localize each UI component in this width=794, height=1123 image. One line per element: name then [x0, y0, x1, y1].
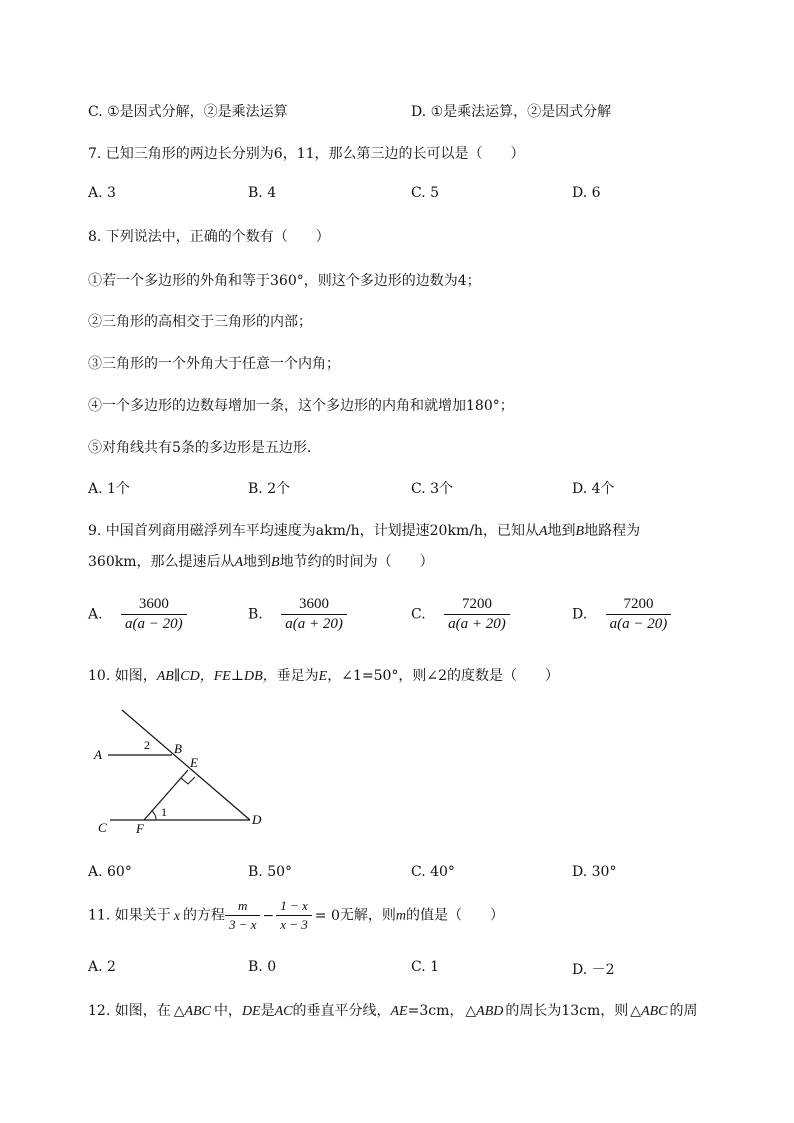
q12-segment-ac: AC	[274, 1004, 293, 1019]
q12-stem-text: 中，	[213, 1003, 242, 1019]
option-label: D.	[572, 606, 588, 623]
q9-stem-text: 地节约的时间为（ ）	[279, 554, 434, 570]
q11-var-x: x	[173, 908, 180, 924]
label-angle-1: 1	[161, 805, 167, 819]
denominator: x − 3	[280, 917, 308, 932]
q7-option-d: D. 6	[572, 185, 601, 201]
q10-point-e: E	[318, 669, 328, 684]
q11-stem-text: 无解，则	[339, 907, 396, 924]
q10-option-c: C. 40°	[411, 864, 455, 880]
q9-stem-text: 地路程为	[584, 523, 641, 539]
q7-option-a: A. 3	[88, 185, 116, 201]
fraction	[121, 596, 187, 633]
q11-stem-text: 的方程	[182, 907, 225, 924]
q6-option-d: D. ①是乘法运算，②是因式分解	[411, 104, 612, 120]
q9-point-a: A	[234, 555, 244, 570]
numerator: 1 − x	[276, 898, 312, 916]
option-label: B.	[248, 606, 263, 623]
option-label: C.	[411, 606, 426, 623]
label-a: A	[94, 747, 102, 762]
q9-stem-text: 360km，那么提速后从	[88, 554, 235, 570]
numerator: m	[225, 898, 261, 916]
q9-option-c	[411, 596, 510, 633]
q8-statement-3: ③三角形的一个外角大于任意一个内角；	[88, 356, 340, 372]
q8-option-b: B. 2个	[248, 481, 291, 497]
q12-stem-text: =3cm，	[407, 1003, 464, 1019]
q10-figure	[88, 702, 278, 842]
numerator: 7200	[606, 596, 672, 615]
q12-stem-text: 12. 如图，在	[88, 1003, 171, 1019]
label-e: E	[190, 755, 198, 770]
q12-triangle-abd: △ABD	[465, 1004, 504, 1019]
q9-stem-text: 地到	[243, 554, 272, 570]
q11-stem-text: 11. 如果关于	[88, 907, 171, 924]
q10-stem-text: 10. 如图，	[88, 668, 157, 684]
q8-option-a: A. 1个	[88, 481, 130, 497]
q9-point-b: B	[271, 555, 280, 570]
q7-option-c: C. 5	[411, 185, 440, 201]
q9-point-a: A	[538, 524, 548, 539]
label-b: B	[174, 741, 182, 756]
q7-option-b: B. 4	[248, 185, 277, 201]
q8-statement-1: ①若一个多边形的外角和等于360°，则这个多边形的边数为4；	[88, 273, 481, 289]
q11-option-d: D. －2	[572, 962, 615, 978]
q9-option-d	[572, 596, 671, 633]
q8-statement-4: ④一个多边形的边数每增加一条，这个多边形的内角和就增加180°；	[88, 398, 514, 414]
q11-stem-text: 的值是（ ）	[405, 907, 504, 924]
q9-stem-text: 9. 中国首列商用磁浮列车平均速度为akm/h，计划提速20km/h，已知从	[88, 523, 539, 539]
q9-stem-line2	[88, 551, 434, 571]
q6-option-c: C. ①是因式分解，②是乘法运算	[88, 104, 288, 120]
q11-var-m: m	[395, 908, 406, 924]
q9-option-b	[248, 596, 347, 633]
q12-triangle-abc: △ABC	[630, 1004, 668, 1019]
q11-option-c: C. 1	[411, 959, 440, 975]
q8-option-c: C. 3个	[411, 481, 454, 497]
right-angle-mark	[181, 777, 195, 784]
label-c: C	[98, 820, 107, 835]
equals-zero: = 0	[314, 907, 340, 924]
denominator: a(a − 20)	[609, 616, 668, 632]
q12-segment-ae: AE	[390, 1004, 408, 1019]
q12-triangle-abc: △ABC	[173, 1004, 211, 1019]
numerator: 3600	[121, 596, 187, 615]
q10-stem-text: 垂足为	[276, 668, 319, 684]
q12-stem	[88, 1000, 698, 1020]
q9-option-a	[88, 596, 187, 633]
minus-sign: −	[262, 907, 275, 924]
q9-stem-text: 地到	[547, 523, 576, 539]
fraction	[606, 596, 672, 633]
numerator: 7200	[444, 596, 510, 615]
q11-option-b: B. 0	[248, 959, 277, 975]
angle-1-arc	[152, 811, 156, 820]
q10-condition: AB∥CD，FE⊥DB，	[156, 669, 277, 684]
q10-option-b: B. 50°	[248, 864, 293, 880]
q10-option-d: D. 30°	[572, 864, 617, 880]
q10-option-a: A. 60°	[88, 864, 132, 880]
fraction	[444, 596, 510, 633]
label-angle-2: 2	[144, 738, 150, 752]
q8-option-d: D. 4个	[572, 481, 615, 497]
q11-option-a: A. 2	[88, 959, 116, 975]
q8-statement-5: ⑤对角线共有5条的多边形是五边形.	[88, 440, 312, 456]
fraction-1	[225, 898, 261, 933]
q10-stem-text: ，∠1=50°，则∠2的度数是（ ）	[327, 668, 560, 684]
denominator: 3 − x	[228, 917, 257, 932]
denominator: a(a + 20)	[285, 616, 343, 632]
q11-stem	[88, 898, 504, 933]
line-bd	[122, 710, 250, 820]
fraction-2	[276, 898, 312, 933]
q12-stem-text: 的周长为13cm，则	[505, 1003, 629, 1019]
option-label: A.	[88, 606, 103, 623]
denominator: a(a − 20)	[125, 616, 183, 632]
q9-stem-line1	[88, 520, 640, 540]
numerator: 3600	[281, 596, 347, 615]
q10-stem	[88, 665, 559, 685]
q12-stem-text: 是	[260, 1003, 275, 1019]
q7-stem: 7. 已知三角形的两边长分别为6，11，那么第三边的长可以是（ ）	[88, 146, 525, 162]
fraction	[281, 596, 347, 633]
q8-stem: 8. 下列说法中，正确的个数有（ ）	[88, 229, 330, 245]
q9-point-b: B	[575, 524, 585, 539]
q12-segment-de: DE	[241, 1004, 261, 1019]
label-f: F	[136, 821, 144, 836]
denominator: a(a + 20)	[448, 616, 506, 632]
q12-stem-text: 的垂直平分线，	[292, 1003, 391, 1019]
q8-statement-2: ②三角形的高相交于三角形的内部；	[88, 314, 312, 330]
label-d: D	[252, 812, 262, 827]
q12-stem-text: 的周	[669, 1003, 698, 1019]
